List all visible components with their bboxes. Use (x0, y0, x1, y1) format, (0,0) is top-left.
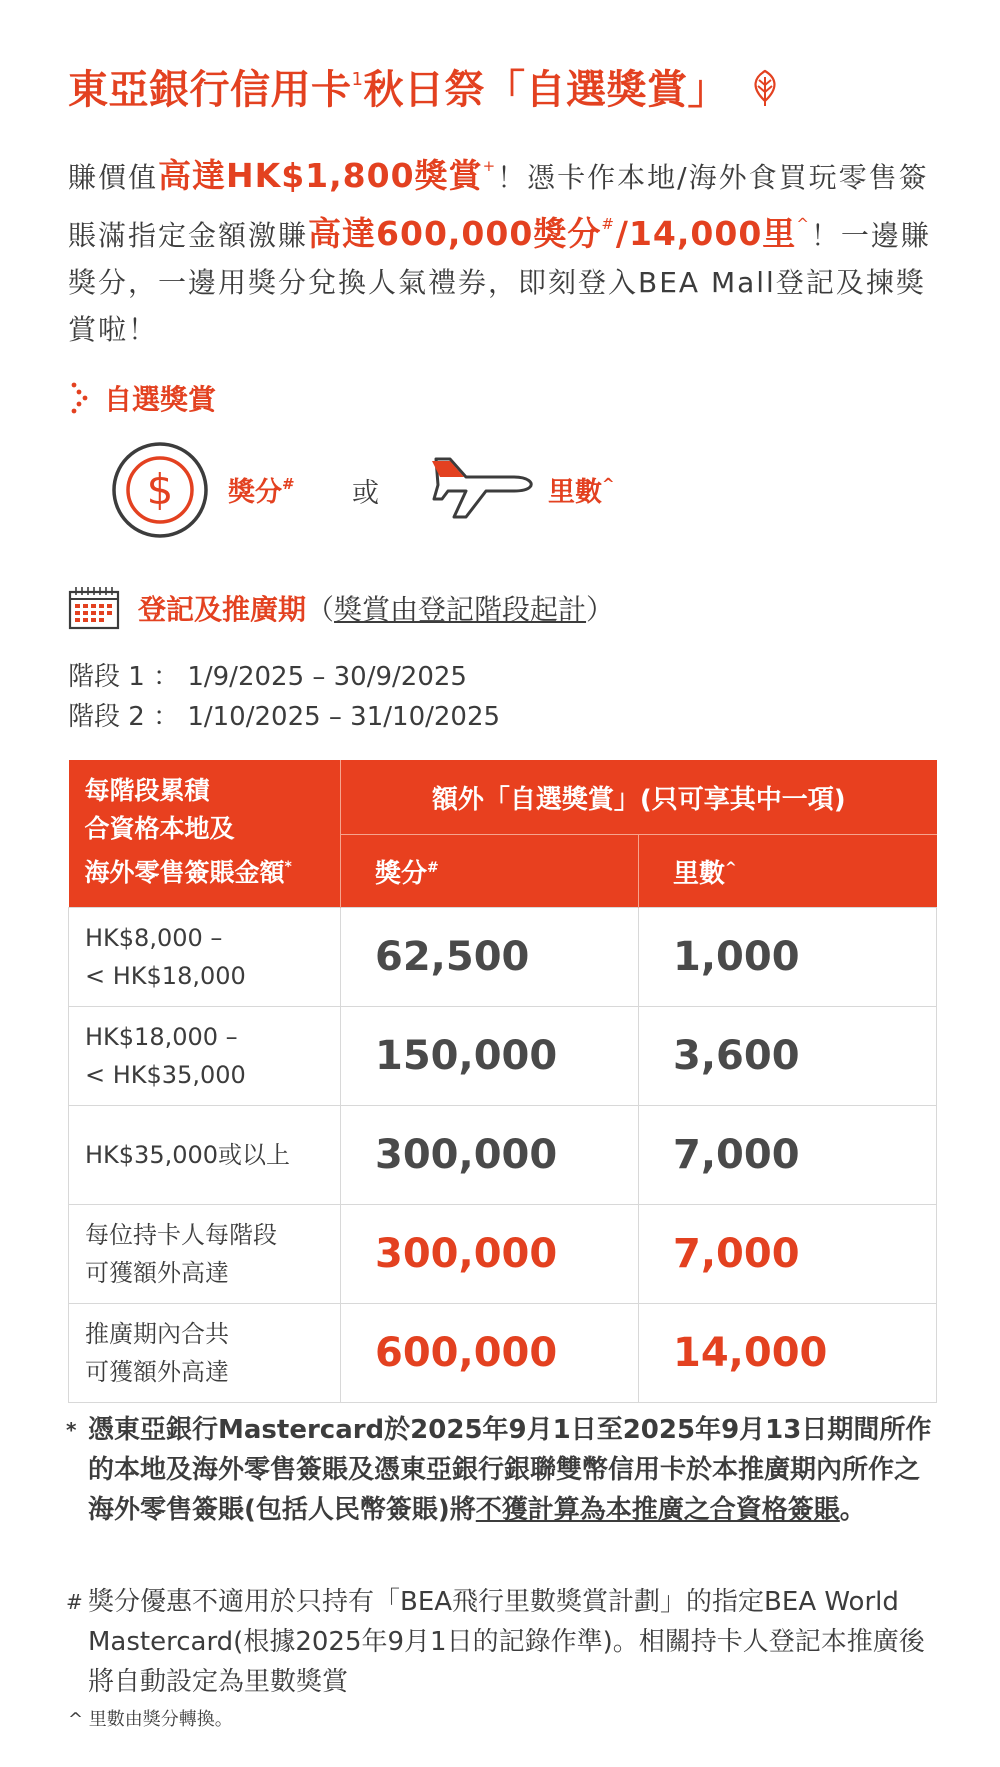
table-row (69, 1106, 937, 1205)
cap-per-phase: 每位持卡人每階段 可獲額外高達 (69, 1205, 341, 1304)
airplane-icon (428, 455, 538, 525)
choice-heading: 自選獎賞 (68, 378, 216, 418)
miles-cap-value: 7,000 (639, 1205, 937, 1304)
reward-group-header: 額外「自選獎賞」(只可享其中一項) (341, 760, 937, 835)
option-miles: 里數^ (548, 475, 615, 508)
points-cap-value: 300,000 (341, 1205, 639, 1304)
points-value: 300,000 (341, 1106, 639, 1205)
table-row (69, 1205, 937, 1304)
miles-value: 1,000 (639, 908, 937, 1007)
points-value: 62,500 (341, 908, 639, 1007)
table-row (69, 1007, 937, 1106)
option-points: 獎分# (228, 475, 295, 508)
table-row (69, 1304, 937, 1403)
dollar-coin-icon (110, 440, 210, 540)
note-asterisk: * 憑東亞銀行Mastercard於2025年9月1日至2025年9月13日期間所作的本地及海外零售簽賬及憑東亞銀行銀聯雙幣信用卡於本推廣期內所作之海外零售簽賬(包括人民幣簽賬)將不獲計算為本推廣之合資格簽賬。 (66, 1415, 932, 1525)
calendar-icon (68, 586, 120, 630)
cap-total: 推廣期內合共 可獲額外高達 (69, 1304, 341, 1403)
rewards-table (68, 760, 937, 1403)
period-heading: 登記及推廣期（獎賞由登記階段起計） (138, 593, 615, 626)
svg-text:$: $ (146, 465, 174, 514)
miles-value: 3,600 (639, 1007, 937, 1106)
miles-header: 里數^ (639, 835, 937, 908)
note-hash: # 獎分優惠不適用於只持有「BEA飛行里數獎賞計劃」的指定BEA World Mastercard(根據2025年9月1日的記錄作準)。相關持卡人登記本推廣後將自動設定為里數獎賞 (66, 1587, 925, 1697)
dots-icon (68, 381, 94, 415)
spend-tier: HK$35,000或以上 (69, 1106, 341, 1205)
or-text: 或 (352, 478, 379, 509)
points-total-value: 600,000 (341, 1304, 639, 1403)
page-title: 東亞銀行信用卡$^1$秋日祭「自選獎賞」 (68, 58, 782, 115)
intro-paragraph: 賺價值高達HK$1,800獎賞+！憑卡作本地/海外食買玩零售簽賬滿指定金額激賺高達600,000獎分#/14,000里^！一邊賺獎分，一邊用獎分兌換人氣禮券，即刻登入BEA Mall登記及揀獎賞啦！ (68, 156, 931, 346)
miles-total-value: 14,000 (639, 1304, 937, 1403)
table-row (69, 908, 937, 1007)
points-header: 獎分# (341, 835, 639, 908)
phase-2: 階段 2 ： 1/10/2025 – 31/10/2025 (68, 702, 501, 732)
miles-value: 7,000 (639, 1106, 937, 1205)
leaf-icon (748, 69, 782, 107)
spend-tier: HK$18,000 – < HK$35,000 (69, 1007, 341, 1106)
spend-tier: HK$8,000 – < HK$18,000 (69, 908, 341, 1007)
points-value: 150,000 (341, 1007, 639, 1106)
note-caret: ^ 里數由獎分轉換。 (68, 1709, 233, 1730)
phase-1: 階段 1 ： 1/9/2025 – 30/9/2025 (68, 662, 467, 692)
spending-header: 每階段累積 合資格本地及 海外零售簽賬金額* (69, 760, 341, 908)
